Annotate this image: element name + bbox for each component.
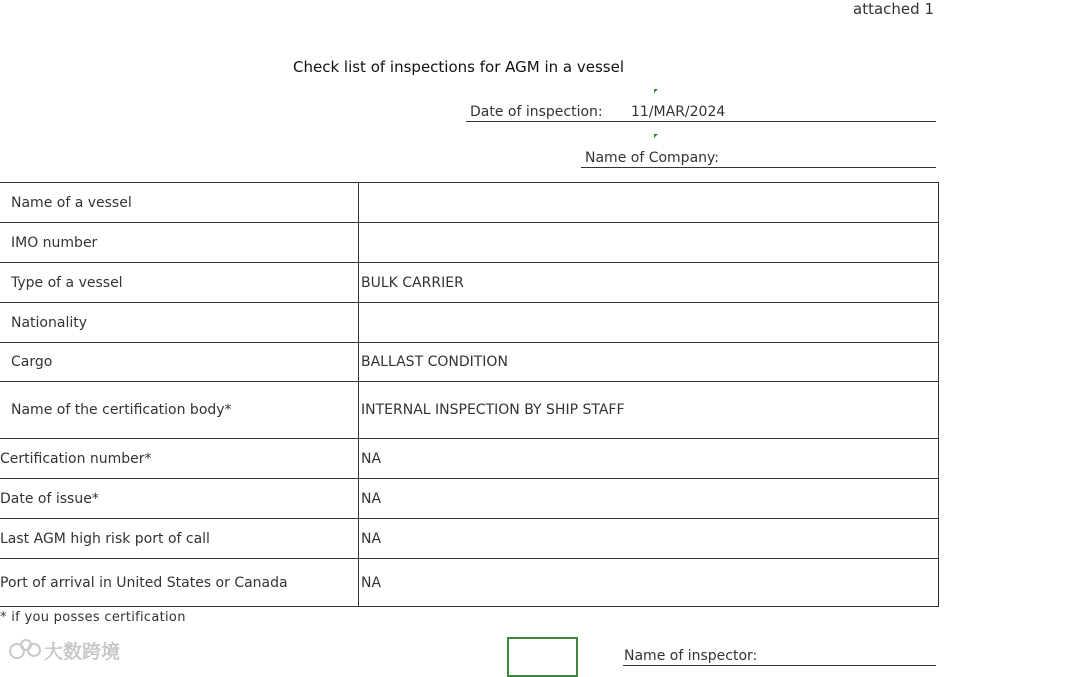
company-name-line	[581, 150, 936, 168]
watermark-text: 大数跨境	[44, 641, 121, 663]
row-value[interactable]: BULK CARRIER	[359, 263, 939, 303]
certification-footnote: * if you posses certification	[0, 610, 186, 625]
date-of-inspection-value[interactable]: 11/MAR/2024	[631, 104, 726, 120]
document-title: Check list of inspections for AGM in a vessel	[293, 58, 624, 76]
inspector-name-label: Name of inspector:	[624, 648, 758, 664]
comment-marker-icon	[654, 134, 658, 138]
row-value[interactable]	[359, 183, 939, 223]
inspector-name-line	[623, 648, 936, 666]
row-label: Date of issue*	[0, 479, 359, 519]
row-label: Name of a vessel	[0, 183, 359, 223]
row-label: Name of the certification body*	[0, 382, 359, 439]
watermark-logo	[8, 636, 140, 664]
table-row	[0, 382, 939, 439]
attachment-label: attached 1	[853, 0, 934, 18]
row-label: Port of arrival in United States or Canada	[0, 559, 359, 607]
company-name-label: Name of Company:	[585, 150, 719, 166]
vessel-info-table	[0, 182, 939, 607]
table-row	[0, 559, 939, 607]
row-label: Nationality	[0, 303, 359, 343]
row-value[interactable]: NA	[359, 559, 939, 607]
comment-marker-icon	[654, 89, 658, 93]
row-label: Last AGM high risk port of call	[0, 519, 359, 559]
row-value[interactable]	[359, 303, 939, 343]
row-value[interactable]	[359, 223, 939, 263]
table-row	[0, 439, 939, 479]
date-of-inspection-line	[466, 104, 936, 122]
date-of-inspection-label: Date of inspection:	[470, 104, 603, 120]
row-value[interactable]: NA	[359, 519, 939, 559]
table-row	[0, 223, 939, 263]
watermark-logo-icon	[8, 636, 140, 664]
row-label: Certification number*	[0, 439, 359, 479]
table-row	[0, 183, 939, 223]
row-value[interactable]: NA	[359, 439, 939, 479]
row-label: Type of a vessel	[0, 263, 359, 303]
row-value[interactable]: NA	[359, 479, 939, 519]
table-row	[0, 519, 939, 559]
table-row	[0, 343, 939, 382]
row-label: IMO number	[0, 223, 359, 263]
row-label: Cargo	[0, 343, 359, 382]
stamp-box	[507, 637, 578, 677]
table-row	[0, 303, 939, 343]
row-value[interactable]: BALLAST CONDITION	[359, 343, 939, 382]
row-value[interactable]: INTERNAL INSPECTION BY SHIP STAFF	[359, 382, 939, 439]
table-row	[0, 263, 939, 303]
table-row	[0, 479, 939, 519]
